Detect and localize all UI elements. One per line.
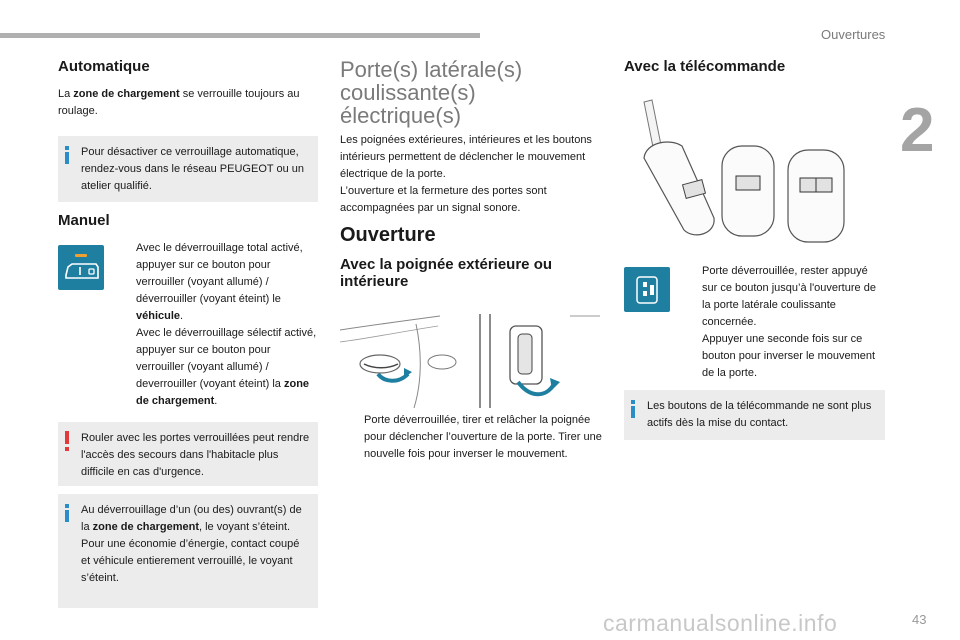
info-note-voyant: Au déverrouillage d’un (ou des) ouvrant(s) de la zone de chargement, le voyant s’éteint. Pour une économie d’énergie, contact coupé et véhicule entierement verrouillé, le voyant s’éteint.	[58, 494, 318, 608]
watermark: carmanualsonline.info	[603, 610, 838, 636]
automatique-heading: Automatique	[58, 58, 150, 75]
telecommande-heading: Avec la télécommande	[624, 58, 786, 75]
info-icon	[631, 400, 635, 418]
middle-intro: Les poignées extérieures, intérieures et les boutons intérieurs permettent de déclencher le mouvement électrique de la porte. L’ouverture et la fermeture des portes sont accompagnées par un signal sonore.	[340, 134, 592, 214]
telecommande-bullet-1: Porte déverrouillée, rester appuyé sur ce bouton jusqu’à l'ouverture de la porte latérale coulissante concernée.	[702, 265, 876, 328]
van-lock-icon	[58, 245, 104, 290]
warning-icon	[65, 431, 69, 451]
poignee-heading: Avec la poignée extérieure ou intérieure	[340, 256, 553, 290]
telecommande-bullet-2: Appuyer une seconde fois sur ce bouton pour inverser le mouvement de la porte.	[702, 333, 876, 379]
manuel-bullets	[112, 240, 320, 410]
remote-keys-illustration	[624, 98, 886, 248]
automatique-paragraph: La zone de chargement se verrouille toujours au roulage.	[58, 88, 300, 117]
poignee-bullet: Porte déverrouillée, tirer et relâcher la poignée pour déclencher l’ouverture de la porte. Tirer une nouvelle fois pour inverser le mouvement.	[364, 414, 602, 460]
sliding-door-title: Porte(s) latérale(s) coulissante(s) électrique(s)	[340, 57, 523, 128]
manuel-heading: Manuel	[58, 212, 110, 229]
sliding-door-icon	[624, 267, 670, 312]
telecommande-bullets	[678, 263, 884, 382]
info-icon	[65, 146, 69, 164]
ouverture-heading: Ouverture	[340, 224, 436, 246]
header-rule	[0, 33, 480, 38]
section-name: Ouvertures	[821, 27, 886, 42]
door-handle-illustration	[340, 312, 602, 412]
chapter-number: 2	[900, 96, 935, 165]
page-number: 43	[912, 612, 927, 627]
manuel-bullet-2: Avec le déverrouillage sélectif activé, appuyer sur ce bouton pour verrouiller (voyant allumé) / deverrouiller (voyant éteint) la zone de chargement.	[136, 327, 317, 407]
warning-note: Rouler avec les portes verrouillées peut rendre l'accès des secours dans l'habitacle plus difficile en cas d'urgence.	[58, 422, 318, 486]
zone-chargement-bold: zone de chargement	[73, 88, 180, 100]
poignee-bullets	[340, 412, 602, 463]
info-icon	[65, 504, 69, 522]
info-note-telecommande: Les boutons de la télécommande ne sont plus actifs dès la mise du contact.	[624, 390, 885, 440]
manuel-bullet-1: Avec le déverrouillage total activé, appuyer sur ce bouton pour verrouiller (voyant allumé) / déverrouiller (voyant éteint) le véhicule.	[136, 242, 303, 322]
info-note-automatique: Pour désactiver ce verrouillage automatique, rendez-vous dans le réseau PEUGEOT ou un atelier qualifié.	[58, 136, 318, 202]
